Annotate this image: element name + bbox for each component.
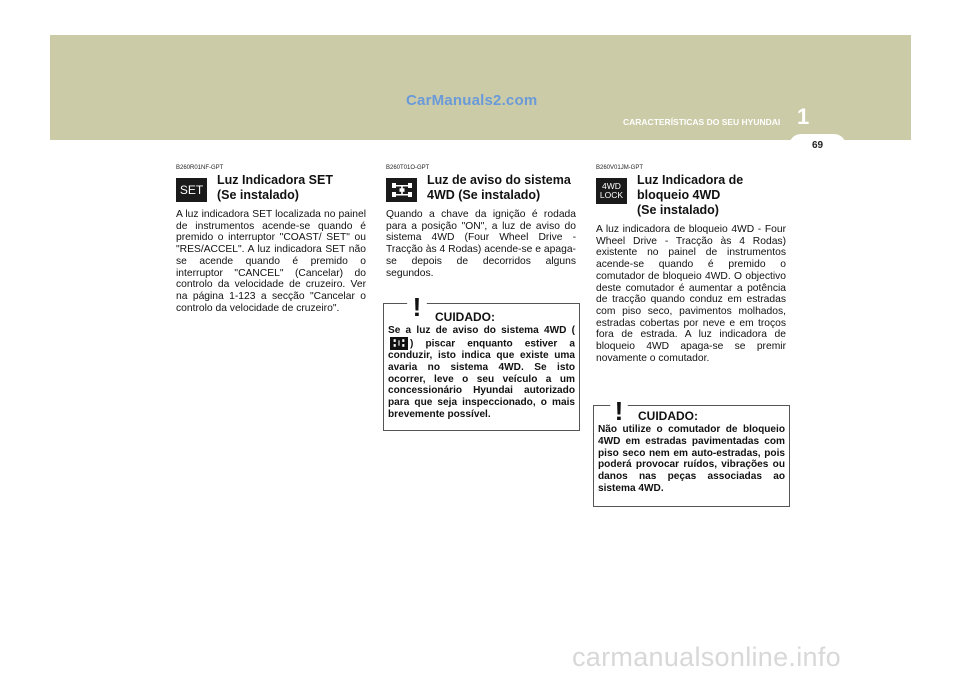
4wd-icon xyxy=(386,178,417,202)
section-title xyxy=(217,173,333,203)
section-body: A luz indicadora SET localizada no painel de instrumentos acende-se quando é premido o interruptor "COAST/ SET" ou "RES/ACCEL". A luz indicadora SET não se acende quando é premido o interruptor "CANCEL" (Cancelar) do controlo da velocidade de cruzeiro. Ver na página 1-123 a secção "Cancelar o controlo da velocidade de cruzeiro". xyxy=(176,209,366,314)
set-indicator-icon: SET xyxy=(176,178,207,202)
caution-title: CUIDADO: xyxy=(435,310,495,324)
section-title-line: Luz Indicadora de xyxy=(637,173,744,187)
caution-text-part: ) piscar enquanto estiver a conduzir, isto indica que existe uma avaria no sistema 4WD. Se isto ocorrer, leve o seu veículo a um concessionário Hyundai autorizado para que seja inspeccionado, o mais brevemente possível. xyxy=(388,338,575,421)
badge-line: 4WD xyxy=(602,181,621,191)
caution-text-part: Se a luz de aviso do sistema 4WD ( xyxy=(388,325,575,336)
svg-text:!: ! xyxy=(412,292,422,321)
page-number: 69 xyxy=(811,140,824,151)
section-body: Quando a chave da ignição é rodada para a posição "ON", a luz de aviso do sistema 4WD (Four Wheel Drive - Tracção às 4 Rodas) acende-se e apaga-se depois de decorridos alguns segundos. xyxy=(386,209,576,279)
section-title-line: (Se instalado) xyxy=(217,188,299,202)
section-title-line: (Se instalado) xyxy=(637,203,719,217)
section-title-line: bloqueio 4WD xyxy=(637,188,721,202)
chapter-number: 1 xyxy=(797,104,810,129)
section-body: A luz indicadora de bloqueio 4WD - Four Wheel Drive - Tracção às 4 Rodas) existente no painel de instrumentos acende-se quando é premido o comutador de bloqueio 4WD. O objectivo deste comutador é aumentar a potência de tracção quando conduz em estradas com piso seco, pavimentos molhados, estradas cobertas por neve e em troços fora de estrada. A luz indicadora de bloqueio 4WD apaga-se se premir novamente o comutador. xyxy=(596,224,786,364)
warning-triangle-icon xyxy=(397,287,437,321)
caution-title: CUIDADO: xyxy=(638,409,698,423)
footer-watermark: carmanualsonline.info xyxy=(572,642,841,672)
4wd-lock-icon xyxy=(596,178,627,204)
section-title-line: Luz de aviso do sistema xyxy=(427,173,571,187)
caution-box-4wd-lock xyxy=(593,396,790,507)
section-title xyxy=(637,173,743,218)
section-4wd-lock-indicator xyxy=(596,165,786,364)
section-title-line: Luz Indicadora SET xyxy=(217,173,333,187)
section-code: B260V01JM-GPT xyxy=(596,165,644,171)
caution-text xyxy=(388,325,575,421)
section-title xyxy=(427,173,571,203)
warning-triangle-icon xyxy=(599,391,639,425)
chapter-title: CARACTERÍSTICAS DO SEU HYUNDAI xyxy=(623,117,781,127)
4wd-inline-icon xyxy=(390,337,408,350)
caution-box-4wd-warning xyxy=(383,292,580,431)
svg-text:!: ! xyxy=(614,396,624,425)
section-set-indicator xyxy=(176,165,366,314)
badge-line: LOCK xyxy=(599,190,624,200)
section-code: B260R01NF-GPT xyxy=(176,165,224,171)
section-code: B260T01O-GPT xyxy=(386,165,430,171)
caution-text: Não utilize o comutador de bloqueio 4WD em estradas pavimentadas com piso seco nem em auto-estradas, pois poderá provocar ruídos, vibrações ou danos nas peças associadas ao sistema 4WD. xyxy=(598,424,785,494)
section-title-line: 4WD (Se instalado) xyxy=(427,188,541,202)
header-bar xyxy=(50,35,911,140)
site-link[interactable]: CarManuals2.com xyxy=(406,92,538,109)
section-4wd-warning xyxy=(386,165,576,279)
